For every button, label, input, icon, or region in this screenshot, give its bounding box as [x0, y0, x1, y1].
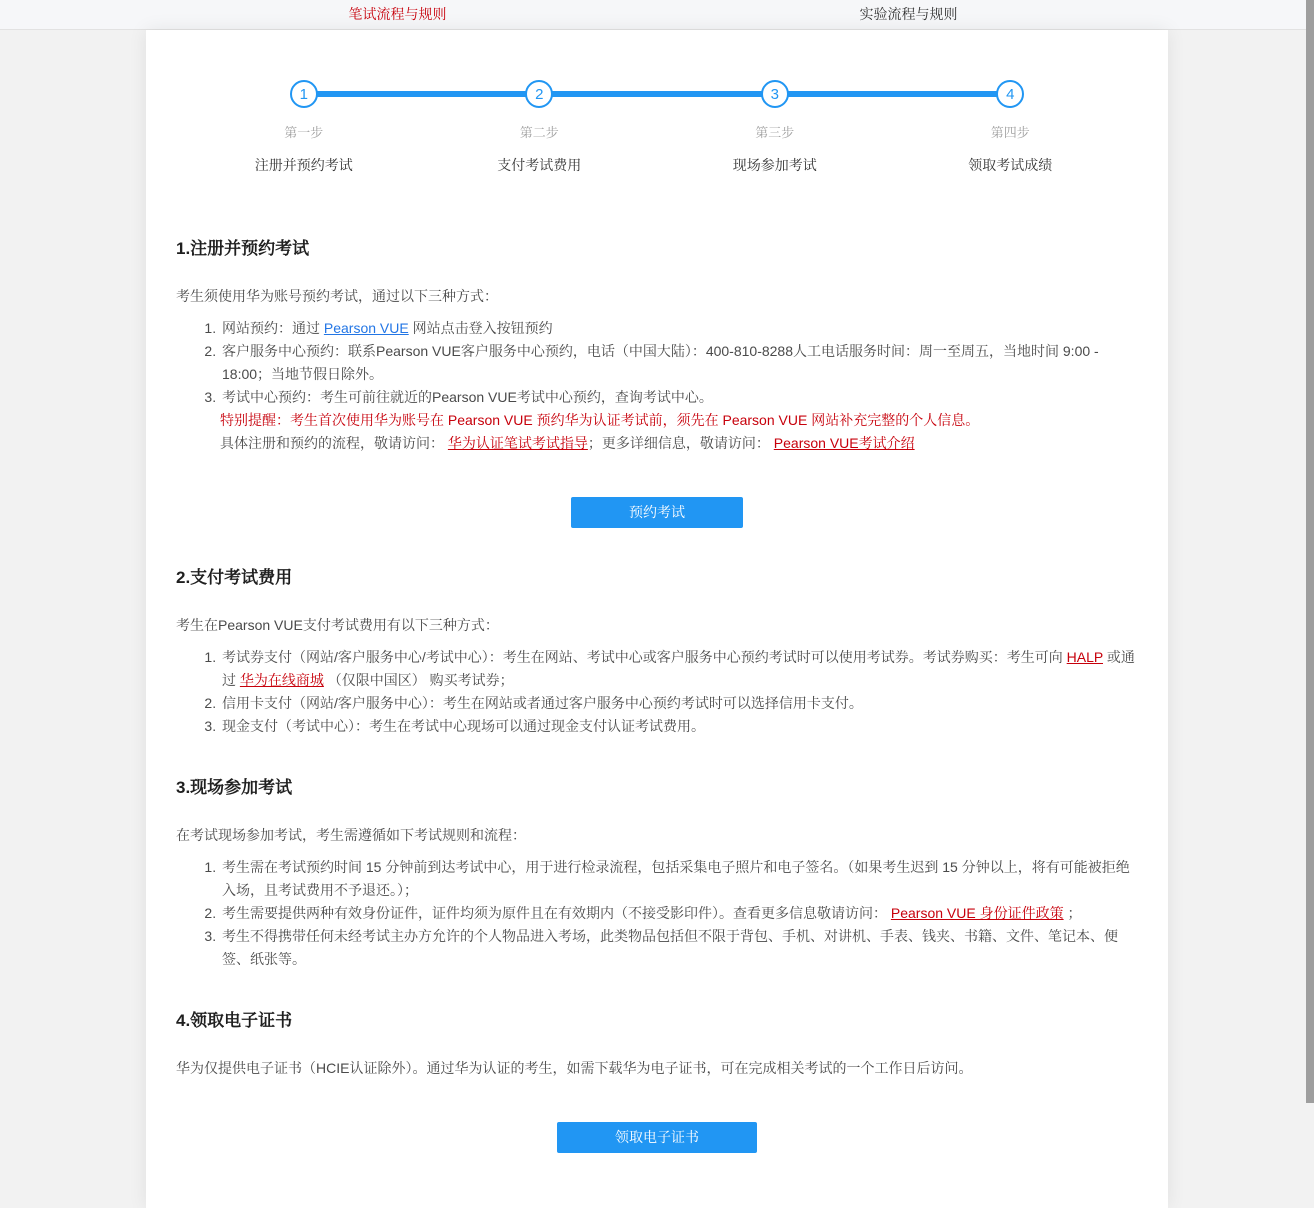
- step-2-circle: 2: [525, 80, 553, 108]
- step-1: [186, 80, 422, 175]
- list-item: 1. 考生需在考试预约时间 15 分钟前到达考试中心，用于进行检录流程，包括采集电子照片和电子签名。（如果考生迟到 15 分钟以上，将有可能被拒绝入场，且考试费用不予退还。）；: [220, 856, 1138, 902]
- step-2-title: 支付考试费用: [497, 157, 582, 173]
- section-2-intro: 考生在Pearson VUE支付考试费用有以下三种方式：: [176, 617, 499, 633]
- step-3-circle: 3: [761, 80, 789, 108]
- step-3: [657, 80, 893, 175]
- step-3-title: 现场参加考试: [732, 157, 817, 173]
- get-e-certificate-button[interactable]: 领取电子证书: [557, 1122, 757, 1153]
- step-4-title: 领取考试成绩: [968, 157, 1053, 173]
- section-3-intro: 在考试现场参加考试，考生需遵循如下考试规则和流程：: [176, 827, 526, 843]
- written-exam-guide-link[interactable]: 华为认证笔试考试指导: [447, 435, 588, 451]
- content-card: [146, 30, 1168, 1208]
- pearson-vue-link[interactable]: Pearson VUE: [323, 320, 409, 336]
- more-info-line: 具体注册和预约的流程，敬请访问： 华为认证笔试考试指导；更多详细信息，敬请访问： Pearson VUE考试介绍: [220, 435, 915, 451]
- section-1-heading: 1.注册并预约考试: [176, 239, 310, 258]
- booking-methods-list: [176, 317, 1138, 409]
- step-1-sub-label: 第一步: [284, 125, 324, 140]
- step-4: [893, 80, 1129, 175]
- book-exam-button[interactable]: 预约考试: [571, 497, 743, 528]
- vertical-scrollbar[interactable]: [1306, 0, 1314, 1103]
- section-attend-exam-onsite: [176, 776, 1138, 971]
- list-item: 2. 信用卡支付（网站/客户服务中心）：考生在网站或者通过客户服务中心预约考试时可以选择信用卡支付。: [220, 692, 1138, 715]
- top-tab-bar: [0, 0, 1306, 30]
- step-2: [422, 80, 658, 175]
- section-1-intro: 考生须使用华为账号预约考试，通过以下三种方式：: [176, 288, 498, 304]
- exam-process-stepper: [176, 80, 1138, 175]
- pearson-vue-exam-intro-link[interactable]: Pearson VUE考试介绍: [773, 435, 915, 451]
- tab-written-exam-rules[interactable]: 笔试流程与规则: [348, 6, 447, 22]
- section-4-body: 华为仅提供电子证书（HCIE认证除外）。通过华为认证的考生，如需下载华为电子证书，可在完成相关考试的一个工作日后访问。: [176, 1060, 973, 1076]
- step-4-circle: 4: [996, 80, 1024, 108]
- step-1-title: 注册并预约考试: [254, 157, 353, 173]
- list-item: 2. 客户服务中心预约：联系Pearson VUE客户服务中心预约，电话（中国大陆）：400-810-8288人工电话服务时间：周一至周五，当地时间 9:00 - 18:00；当地节假日除外。: [220, 340, 1138, 386]
- list-item: 2. 考生需要提供两种有效身份证件，证件均须为原件且在有效期内（不接受影印件）。查看更多信息敬请访问： Pearson VUE 身份证件政策 ；: [220, 902, 1138, 925]
- exam-rules-list: [176, 856, 1138, 971]
- section-register-and-book: [176, 237, 1138, 528]
- list-item: 3. 考试中心预约：考生可前往就近的Pearson VUE考试中心预约，查询考试中心。: [220, 386, 1138, 409]
- halp-link[interactable]: HALP: [1066, 649, 1103, 665]
- section-3-heading: 3.现场参加考试: [176, 778, 293, 797]
- section-2-heading: 2.支付考试费用: [176, 568, 293, 587]
- tab-lab-exam-rules[interactable]: 实验流程与规则: [859, 6, 958, 22]
- step-4-sub-label: 第四步: [990, 125, 1030, 140]
- step-2-sub-label: 第二步: [519, 125, 559, 140]
- list-item: 3. 现金支付（考试中心）：考生在考试中心现场可以通过现金支付认证考试费用。: [220, 715, 1138, 738]
- list-item: 3. 考生不得携带任何未经考试主办方允许的个人物品进入考场，此类物品包括但不限于背包、手机、对讲机、手表、钱夹、书籍、文件、笔记本、便签、纸张等。: [220, 925, 1138, 971]
- id-policy-link[interactable]: Pearson VUE 身份证件政策: [890, 905, 1064, 921]
- special-reminder-text: 特别提醒：考生首次使用华为账号在 Pearson VUE 预约华为认证考试前，须先在 Pearson VUE 网站补充完整的个人信息。: [220, 412, 980, 428]
- step-1-circle: 1: [290, 80, 318, 108]
- section-pay-exam-fee: [176, 566, 1138, 738]
- list-item: 1. 网站预约：通过 Pearson VUE 网站点击登入按钮预约: [220, 317, 1138, 340]
- section-get-e-certificate: [176, 1009, 1138, 1153]
- huawei-online-store-link[interactable]: 华为在线商城: [239, 672, 324, 688]
- section-4-heading: 4.领取电子证书: [176, 1011, 293, 1030]
- step-3-sub-label: 第三步: [755, 125, 795, 140]
- list-item: 1. 考试券支付（网站/客户服务中心/考试中心）：考生在网站、考试中心或客户服务中心预约考试时可以使用考试券。考试券购买：考生可向 HALP 或通过 华为在线商城 （仅限中国区） 购买考试券；: [220, 646, 1138, 692]
- payment-methods-list: [176, 646, 1138, 738]
